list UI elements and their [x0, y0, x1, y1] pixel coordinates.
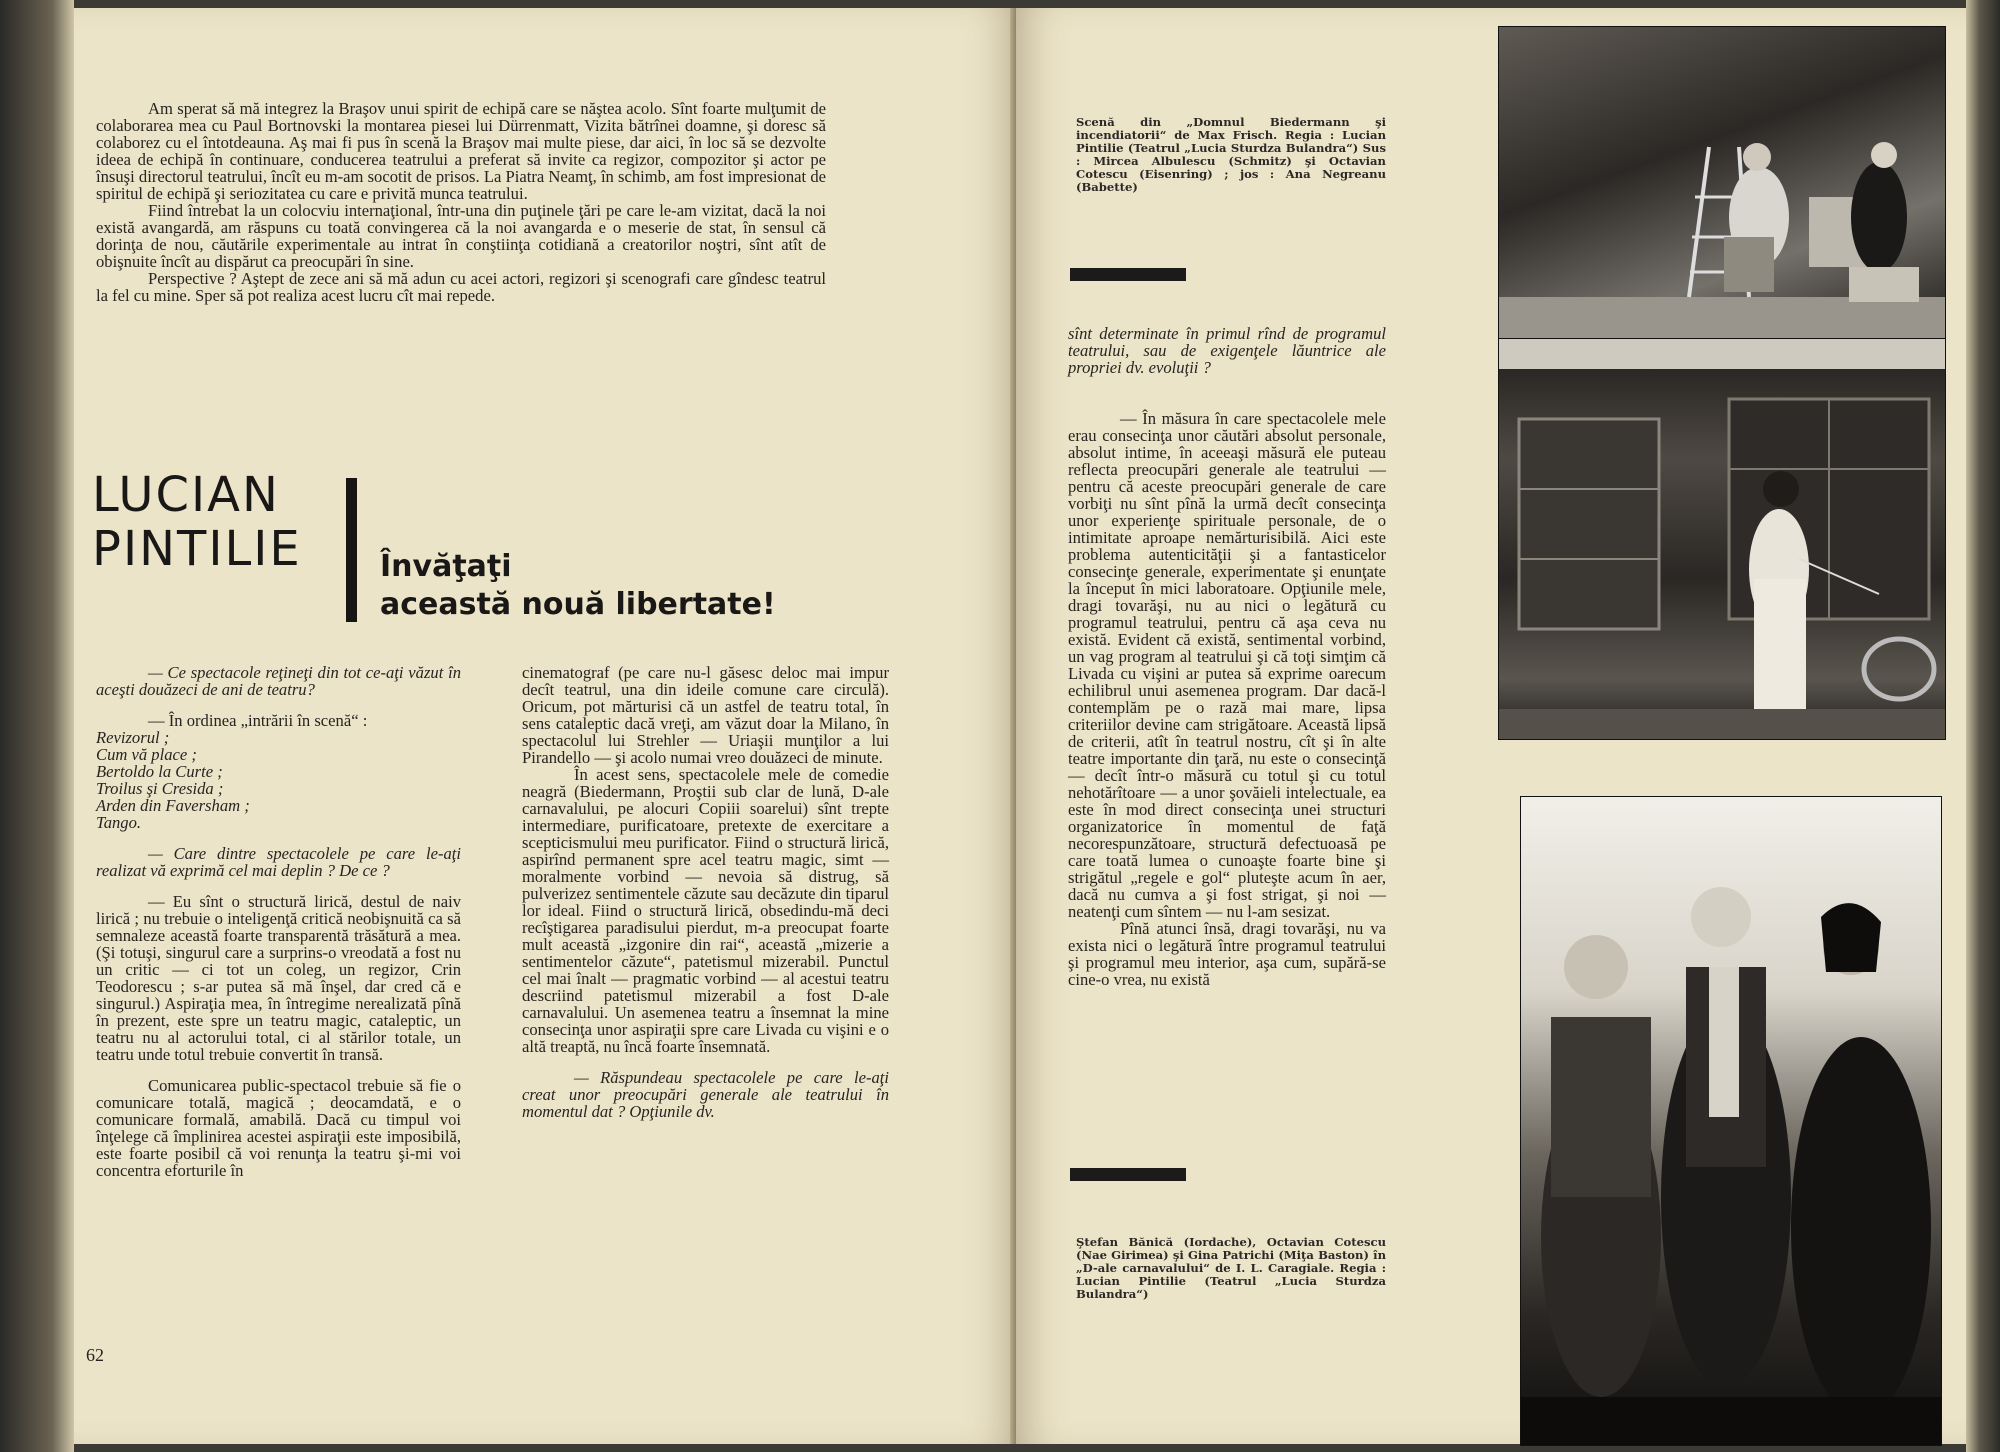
- author-name: [92, 468, 302, 576]
- intro-paragraph: Am sperat să mă integrez la Braşov unui spirit de echipă care se năştea acolo. Sînt foarte mulţumit de colaborarea mea cu Paul Bortnovski la montarea piesei lui Dürrenmatt, Vizita bătrînei doamne, şi doresc să colaborez cu el întotdeauna. Aş mai fi pus în scenă la Braşov mai multe piese, dar aici, în loc să se dezvolte ideea de echipă în continuare, conducerea teatrului a preferat să invite ca regizor, compozitor şi actor pe însuşi directorul teatrului, încît eu m-am socotit de prisos. La Piatra Neamţ, în schimb, am fost impresionat de spiritul de echipă şi seriozitatea cu care e privită munca teatrului.: [96, 99, 826, 203]
- answer-2: — Eu sînt o structură lirică, destul de naiv lirică ; nu trebuie o inteligenţă critică neobişnuită ca să semnaleze această foarte transparentă trăsătură a mea. (Şi totuşi, singurul care a surprins-o vreodată a fost nu un critic — ci tot un coleg, un regizor, Crin Teodorescu ; s-ar putea să mă înşel, dar cred că e singurul.) Aspiraţia mea, în întregime nerealizată pînă în prezent, este spre un teatru magic, cataleptic, un teatru nu al actorului total, ci al stărilor totale, un teatru unde totul trebuie convertit în transă.: [96, 892, 461, 1064]
- column-1: [96, 664, 461, 1179]
- intro-paragraph: Fiind întrebat la un colocviu internaţional, într-una din puţinele ţări pe care le-am vizitat, dacă la noi există avangardă, am răspuns cu toată convingerea că la noi avangarda e o meserie de stat, în sensul că dorinţa de nou, căutările experimentale au intrat în conştiinţa cotidiană a creatorilor noştri, sînt atît de obişnuite încît au dispărut ca preocupări în sine.: [96, 201, 826, 271]
- book-edge-left: [0, 0, 74, 1452]
- list-item: Arden din Faversham ;: [96, 796, 250, 815]
- answer-2-continued: Comunicarea public-spectacol trebuie să fie o comunicare totală, magică ; deocamdată, e o comunicare formală, amabilă. Dacă cu timpul voi înţelege că împlinirea acestei aspiraţii este imposibilă, este foarte posibil că voi renunţa la teatru şi-mi voi concentra eforturile în: [96, 1076, 461, 1180]
- list-item: Cum vă place ;: [96, 745, 197, 764]
- question-3-continued: sînt determinate în primul rînd de programul teatrului, sau de exigenţele lăuntrice ale propriei dv. evoluţii ?: [1068, 324, 1386, 377]
- stage-scene-illustration: [1521, 797, 1941, 1445]
- question-3: — Răspundeau spectacolele pe care le-aţi creat unor preocupări generale ale teatrului în momentul dat ? Opţiunile dv.: [522, 1068, 889, 1121]
- list-item: Tango.: [96, 813, 142, 832]
- list-item: Troilus şi Cresida ;: [96, 779, 224, 798]
- stage-photo-biedermann-top: [1498, 26, 1946, 340]
- title-divider-bar: [346, 478, 357, 622]
- section-rule: [1070, 1168, 1186, 1181]
- answer-3: — În măsura în care spectacolele mele erau consecinţa unor căutări absolut personale, absolut intime, în aceeaşi măsură ele puteau reflecta preocupări generale ale teatrului — pentru că aceste preocupări generale de care vorbiţi nu sînt pînă la urmă decît consecinţa unor experienţe spirituale personale, de o intimitate aproape nemărturisibilă. Aici este problema autenticităţii şi a fantasticelor consecinţe generale, experimentate şi enunţate la început în mici laboratoare. Opţiunile mele, dragi tovarăşi, nu au nici o legătură cu programul teatrului, pentru că aşa ceva nu există. Evident că există, sentimental vorbind, un vag program al teatrului şi că toţi simţim că Livada cu vişini ar putea să exprime oarecum echilibrul unui asemenea program. Dar dacă-l contemplăm pe o rază mai mare, lipsa criteriilor devine cam strigătoare. Această lipsă de criterii, atît în teatrul nostru, cît şi în alte teatre importante din ţară, nu este o consecinţă — decît într-o măsură cu totul şi cu totul nehotărîtoare — a unor şovăieli intelectuale, ea este în mod direct consecinţa unei structuri organizatorice în momentul de faţă necorespunzătoare, structură defectuoasă pe care toată lumea o cunoaşte foarte bine şi strigătul „regele e gol“ pluteşte acum în aer, dacă nu cumva a şi fost strigat, şi noi — neatenţi cum sîntem — nu l-am sesizat.: [1068, 409, 1386, 921]
- article-headline: [380, 548, 776, 624]
- headline-line-2: această nouă libertate!: [380, 587, 776, 622]
- column-3: [1068, 325, 1386, 988]
- headline-line-1: Învăţaţi: [380, 549, 512, 584]
- photo-caption-bottom: Ştefan Bănică (Iordache), Octavian Cotescu (Nae Girimea) şi Gina Patrichi (Miţa Baston) în „D-ale carnavalului“ de I. L. Caragiale. Regia : Lucian Pintilie (Teatrul „Lucia Sturdza Bulandra“): [1076, 1235, 1386, 1301]
- photo-caption-top: Scenă din „Domnul Biedermann şi incendiatorii“ de Max Frisch. Regia : Lucian Pintilie (Teatrul „Lucia Sturdza Bulandra“) Sus : Mircea Albulescu (Schmitz) şi Octavian Cotescu (Eisenring) ; jos : Ana Negreanu (Babette): [1076, 115, 1386, 194]
- list-item: Revizorul ;: [96, 728, 170, 747]
- stage-scene-illustration: [1499, 339, 1945, 739]
- answer-1-intro: — În ordinea „intrării în scenă“ :: [148, 711, 368, 730]
- list-item: Bertoldo la Curte ;: [96, 762, 223, 781]
- author-first-name: LUCIAN: [92, 467, 280, 523]
- section-rule: [1070, 268, 1186, 281]
- column-2-paragraph: În acest sens, spectacolele mele de comedie neagră (Biedermann, Proştii sub clar de lună, D-ale carnavalului, pe alocuri Copiii soarelui) sînt trepte intermediare, purificatoare, pretexte de exercitare a scepticismului meu purificator. Fiind o structură lirică, aspirînd permanent spre acel teatru magic, simt — moralmente vorbind — nevoia să distrug, să pulverizez sentimentele căzute sau decăzute din tiparul lor ideal. Fiind o structură lirică, obsedindu-mă deci recîştigarea paradisului pierdut, m-a preocupat foarte mult această „izgonire din rai“, această „mizerie a sentimentelor căzute“, patetismul mizerabil. Punctul cel mai înalt — pragmatic vorbind — al acestui teatru descriind patetismul mizerabil a fost D-ale carnavalului. Un asemenea teatru a însemnat la mine consecinţa unor aspiraţii spre care Livada cu vişini e o altă treaptă, nu încă foarte însemnată.: [522, 765, 889, 1056]
- stage-scene-illustration: [1499, 27, 1945, 339]
- author-last-name: PINTILIE: [92, 521, 302, 577]
- column-2-paragraph: cinematograf (pe care nu-l găsesc deloc mai impur decît teatrul, una din ideile comune care circulă). Oricum, pot mărturisi că un astfel de teatru total, în sens cataleptic dacă vreţi, am văzut doar la Milano, în spectacolul lui Strehler — Uriaşii munţilor a lui Pirandello — şi acolo numai vreo douăzeci de minute.: [522, 663, 889, 767]
- page-number: 62: [86, 1345, 104, 1365]
- stage-photo-dale-carnavalului: [1520, 796, 1942, 1446]
- question-1: — Ce spectacole reţineţi din tot ce-aţi văzut în aceşti douăzeci de ani de teatru?: [96, 663, 461, 699]
- question-2: — Care dintre spectacolele pe care le-aţi realizat vă exprimă cel mai deplin ? De ce ?: [96, 844, 461, 880]
- intro-paragraph: Perspective ? Aştept de zece ani să mă adun cu acei actori, regizori şi scenografi care gîndesc teatrul la fel cu mine. Sper să pot realiza acest lucru cît mai repede.: [96, 269, 826, 305]
- answer-3-continued: Pînă atunci însă, dragi tovarăşi, nu va exista nici o legătură între programul teatrului şi programul meu interior, aşa cum, supără-se cine-o vrea, nu există: [1068, 919, 1386, 989]
- book-edge-right: [1966, 0, 2000, 1452]
- stage-photo-biedermann-bottom: [1498, 338, 1946, 740]
- intro-text: [96, 100, 826, 304]
- column-2: [522, 664, 889, 1120]
